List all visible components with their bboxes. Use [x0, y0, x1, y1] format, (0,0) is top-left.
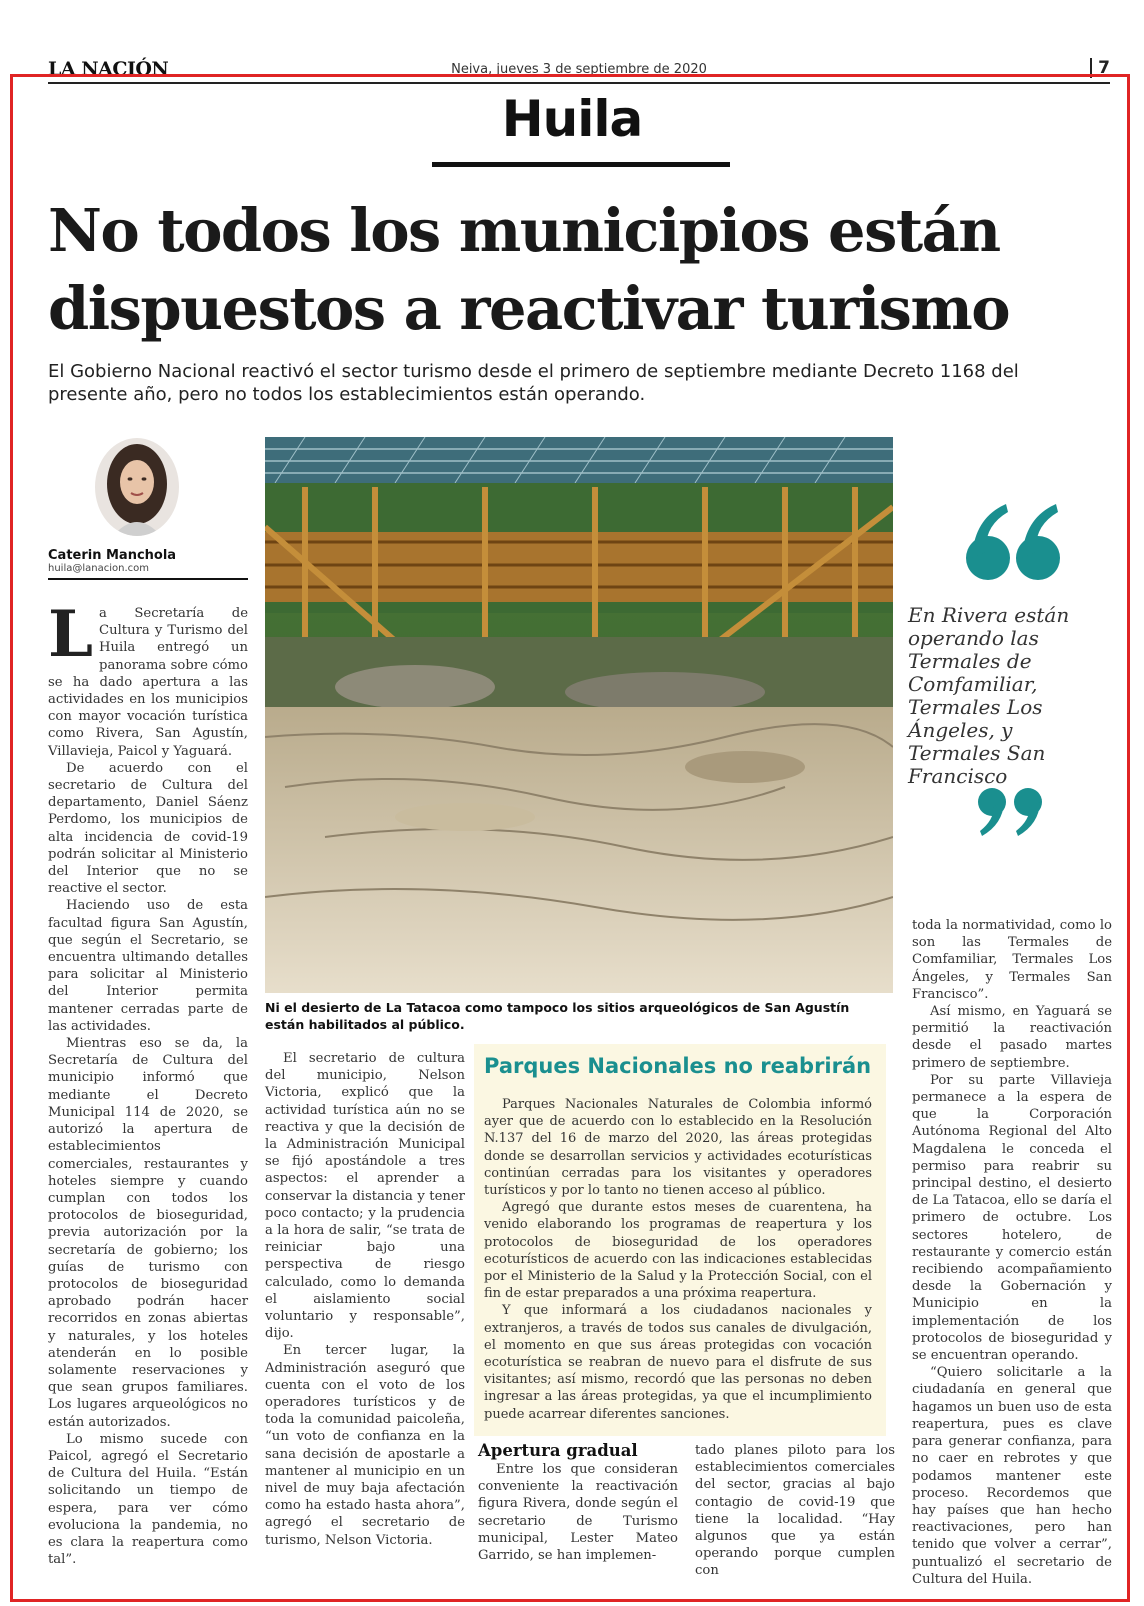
dateline: Neiva, jueves 3 de septiembre de 2020 — [451, 62, 707, 77]
paragraph: Parques Nacionales Naturales de Colombia informó ayer que de acuerdo con lo establecido en la Resolución N.137 del 16 de marzo del 2020, las áreas protegidas donde se desarrollan servicios y actividades ecoturísticas continúan cerradas para los visitantes y operadores turísticos y por lo tanto no tienen acceso al público. — [484, 1097, 872, 1199]
paragraph: “Quiero solicitarle a la ciudadanía en general que hagamos un buen uso de esta reapertura, pues es clave para generar confianza, para no caer en rebrotes y que podamos mantener este proceso. Recordemos que hay países que han hecho reactivaciones, pero han tenido que volver a cerrar”, puntualizó el secretario de Cultura del Huila. — [912, 1365, 1112, 1587]
lead-paragraph: El Gobierno Nacional reactivó el sector turismo desde el primero de septiembre mediante Decreto 1168 del presente año, pero no todos los establecimientos están operando. — [48, 361, 1019, 405]
paragraph: Y que informará a los ciudadanos nacionales y extranjeros, a través de todos sus canales de divulgación, el momento en que sus áreas protegidas con vocación ecoturística se reabran de nuevo para el disfrute de sus visitantes; así mismo, recordó que las personas no deben ingresar a las áreas protegidas, ya que el incumplimiento puede acarrear diferentes sanciones. — [484, 1303, 872, 1422]
paragraph: Lo mismo sucede con Paicol, agregó el Secretario de Cultura del Huila. “Están solicitando un tiempo de espera, para ver cómo evoluciona la pandemia, no es clara la reapertura como tal”. — [48, 1431, 248, 1568]
headline: No todos los municipios están dispuestos a reactivar turismo — [48, 196, 1010, 343]
photo-caption: Ni el desierto de La Tatacoa como tampoco los sitios arqueológicos de San Agustín están habilitados al público. — [265, 1000, 850, 1032]
paragraph: Por su parte Villavieja permanece a la espera de que la Corporación Autónoma Regional del Alto Magdalena le conceda el permiso para reabrir su principal destino, el desierto de La Tatacoa, ello se daría el primero de octubre. Los sectores hotelero, de restaurante y comercio están recibiendo acompañamiento desde la Gobernación y Municipio en la implementación de los protocolos de bioseguridad y se encuentran operando. — [912, 1072, 1112, 1364]
open-quote-icon — [964, 500, 1064, 590]
paragraph: tado planes piloto para los establecimientos comerciales del sector, gracias al bajo contagio de covid-19 que tiene la localidad. “Hay algunos que ya están operando porque cumplen con — [695, 1443, 895, 1579]
newspaper-logo: LA NACIÓN — [48, 58, 169, 80]
article-column-1 — [48, 597, 248, 1568]
paragraph: toda la normatividad, como lo son las Termales de Comfamiliar, Termales Los Ángeles, y Termales San Francisco”. — [912, 918, 1112, 1002]
masthead — [48, 58, 1110, 84]
article-column-4 — [695, 1442, 895, 1580]
paragraph: Agregó que durante estos meses de cuarentena, ha venido elaborando los programas de reapertura y los protocolos de bioseguridad de los operadores ecoturísticos de acuerdo con las indicaciones establecidas por el Ministerio de la Salud y la Protección Social, con el fin de estar preparados a una próxima reapertura. — [484, 1200, 872, 1302]
paragraph: En tercer lugar, la Administración aseguró que cuenta con el voto de los operadores turísticos y de toda la comunidad paicoleña, “un voto de confianza en la sana decisión de apostarle a mantener al municipio en un nivel de muy baja afectación como ha estado hasta ahora”, agregó el secretario de turismo, Nelson Victoria. — [265, 1343, 465, 1548]
paragraph: De acuerdo con el secretario de Cultura del departamento, Daniel Sáenz Perdomo, los municipios de alta incidencia de covid-19 podrán solicitar al Ministerio del Interior que no se reactive el sector. — [48, 760, 248, 897]
section-title: Huila — [501, 90, 643, 148]
page-number: 7 — [1090, 58, 1110, 78]
sidebar-box-title: Parques Nacionales no reabrirán — [484, 1054, 872, 1078]
article-column-5 — [912, 917, 1112, 1588]
sidebar-box-body — [484, 1096, 872, 1423]
author-avatar — [95, 438, 179, 536]
article-column-3 — [478, 1461, 678, 1564]
paragraph: Haciendo uso de esta facultad figura San Agustín, que según el Secretario, se encuentra ultimando detalles para solicitar al Ministerio del Interior permita mantener cerradas parte de las actividades. — [48, 898, 248, 1034]
close-quote-icon — [976, 788, 1046, 838]
sidebar-box — [474, 1044, 886, 1436]
author-name: Caterin Manchola — [48, 548, 177, 563]
paragraph: a Secretaría de Cultura y Turismo del Huila entregó un panorama sobre cómo se ha dado apertura a las actividades en los municipios con mayor vocación turística como Rivera, San Agustín, Villavieja, Paicol y Yaguará. — [48, 606, 248, 759]
author-rule — [48, 578, 248, 580]
section-rule — [432, 162, 730, 167]
drop-cap: L — [48, 597, 93, 672]
paragraph: El secretario de cultura del municipio, Nelson Victoria, explicó que la actividad turística aún no se reactiva y que la decisión de la Administración Municipal se fijó apostándole a tres aspectos: el aprender a conservar la distancia y tener poco contacto; y la prudencia a la hora de salir, “se trata de reiniciar bajo una perspectiva de riesgo calculado, como lo demanda el aislamiento social voluntario y responsable”, dijo. — [265, 1051, 465, 1342]
author-email: huila@lanacion.com — [48, 563, 150, 574]
article-photo — [265, 437, 893, 993]
article-column-2 — [265, 1050, 465, 1549]
paragraph: Entre los que consideran conveniente la reactivación figura Rivera, donde según el secretario de Turismo municipal, Lester Mateo Garrido, se han implemen- — [478, 1462, 678, 1564]
subheading: Apertura gradual — [478, 1441, 638, 1460]
pull-quote: En Rivera están operando las Termales de Comfamiliar, Termales Los Ángeles, y Termales San Francisco — [908, 603, 1070, 788]
paragraph: Mientras eso se da, la Secretaría de Cultura del municipio informó que mediante el Decreto Municipal 114 de 2020, se autorizó la apertura de establecimientos comerciales, restaurantes y hoteles siempre y cuando cumplan con todos los protocolos de bioseguridad, previa autorización por la secretaría de gobierno; los guías de turismo con protocolos de bioseguridad aprobado podrán hacer recorridos en zonas abiertas y naturales, y los hoteles atenderán en lo posible solamente reservaciones y que sean grupos familiares. Los lugares arqueológicos no están autorizados. — [48, 1036, 248, 1430]
paragraph: Así mismo, en Yaguará se permitió la reactivación desde el pasado martes primero de septiembre. — [912, 1004, 1112, 1071]
